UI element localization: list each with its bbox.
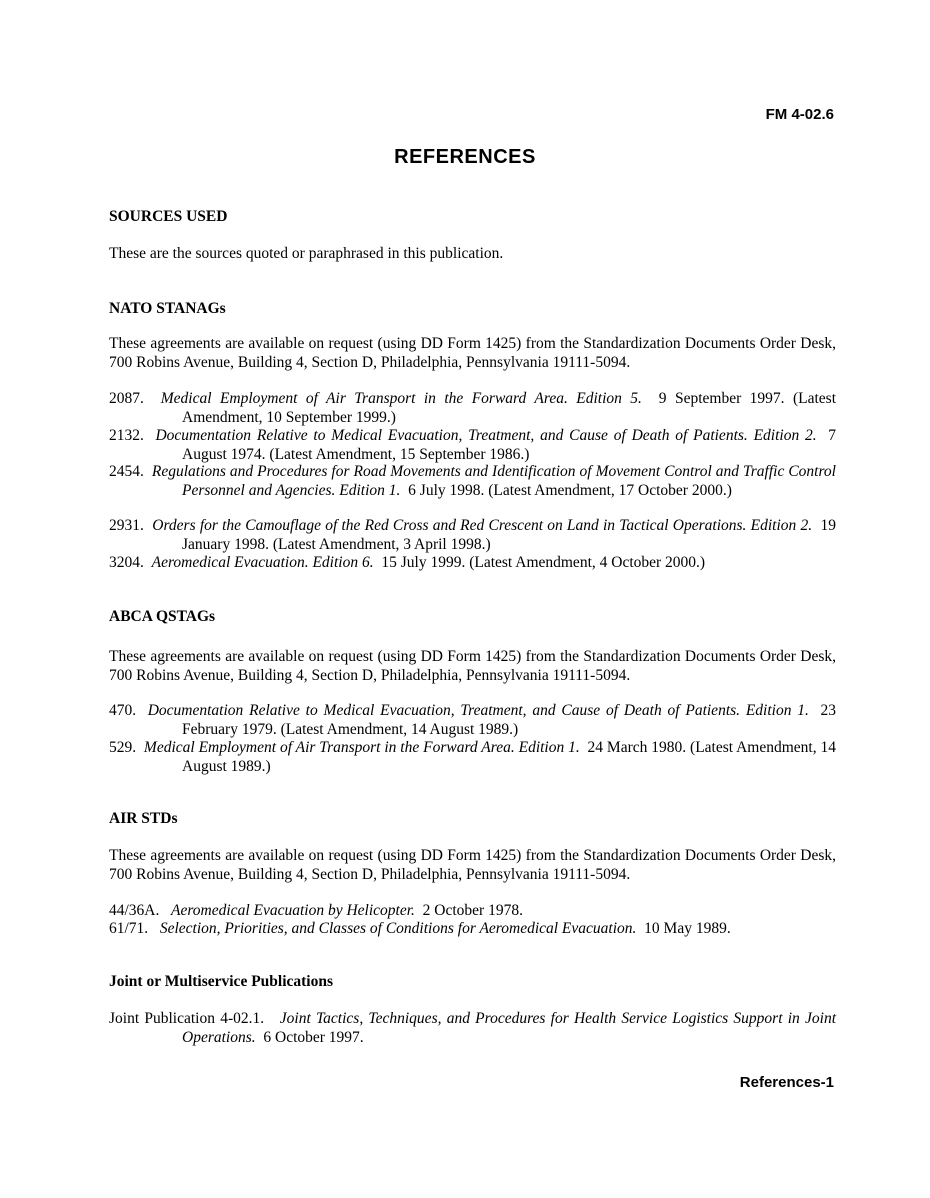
reference-title: Documentation Relative to Medical Evacuation, Treatment, and Cause of Death of Patients. Edition 1.: [147, 702, 809, 719]
reference-title: Regulations and Procedures for Road Movements and Identification of Movement Control and Traffic Control Personnel and Agencies. Edition 1.: [151, 463, 836, 499]
section-heading-sources-used: SOURCES USED: [109, 208, 228, 225]
reference-title: Orders for the Camouflage of the Red Cross and Red Crescent on Land in Tactical Operations. Edition 2.: [152, 517, 813, 534]
page-title: REFERENCES: [394, 146, 536, 168]
reference-number: 2931.: [109, 517, 144, 534]
abca-intro: These agreements are available on request (using DD Form 1425) from the Standardization Documents Order Desk, 700 Robins Avenue, Building 4, Section D, Philadelphia, Pennsylvania 19111-5094.: [109, 648, 836, 684]
reference-item: [109, 554, 836, 573]
reference-details: 15 July 1999. (Latest Amendment, 4 October 2000.): [381, 554, 706, 571]
reference-item: [109, 463, 836, 500]
reference-number: Joint Publication 4-02.1.: [109, 1010, 265, 1027]
nato-intro: These agreements are available on request (using DD Form 1425) from the Standardization Documents Order Desk, 700 Robins Avenue, Building 4, Section D, Philadelphia, Pennsylvania 19111-5094.: [109, 335, 836, 371]
air-intro: These agreements are available on request (using DD Form 1425) from the Standardization Documents Order Desk, 700 Robins Avenue, Building 4, Section D, Philadelphia, Pennsylvania 19111-5094.: [109, 847, 836, 883]
reference-title: Medical Employment of Air Transport in the Forward Area. Edition 5.: [160, 390, 642, 407]
reference-details: 6 July 1998. (Latest Amendment, 17 October 2000.): [408, 481, 732, 499]
reference-number: 2132.: [109, 427, 144, 444]
reference-item: [109, 517, 836, 554]
reference-details: 9 September 1997. (Latest Amendment, 10 September 1999.): [182, 390, 837, 426]
reference-number: 2454.: [109, 463, 144, 480]
reference-title: Documentation Relative to Medical Evacuation, Treatment, and Cause of Death of Patients. Edition 2.: [155, 427, 817, 444]
reference-item: [109, 902, 836, 921]
reference-item: [109, 739, 836, 776]
reference-details: 19 January 1998. (Latest Amendment, 3 April 1998.): [182, 517, 837, 553]
reference-details: 2 October 1978.: [422, 902, 523, 919]
reference-item: [109, 427, 836, 464]
reference-item: [109, 920, 836, 939]
reference-details: 7 August 1974. (Latest Amendment, 15 September 1986.): [182, 427, 837, 463]
reference-item: [109, 390, 836, 427]
reference-details: 24 March 1980. (Latest Amendment, 14 August 1989.): [182, 739, 836, 775]
reference-details: 10 May 1989.: [644, 920, 731, 937]
reference-details: 6 October 1997.: [263, 1028, 364, 1046]
reference-item: [109, 1010, 836, 1047]
page-number-footer: References-1: [739, 1074, 834, 1091]
sources-used-text: These are the sources quoted or paraphrased in this publication.: [109, 245, 504, 262]
reference-item: [109, 702, 836, 739]
reference-number: 61/71.: [109, 920, 149, 937]
section-heading-abca: ABCA QSTAGs: [109, 608, 216, 625]
reference-number: 2087.: [109, 390, 144, 407]
reference-number: 470.: [109, 702, 137, 719]
section-heading-joint: Joint or Multiservice Publications: [109, 973, 334, 990]
reference-title: Aeromedical Evacuation. Edition 6.: [151, 554, 374, 571]
document-code: FM 4-02.6: [765, 106, 834, 123]
reference-title: Aeromedical Evacuation by Helicopter.: [171, 902, 415, 919]
reference-title: Joint Tactics, Techniques, and Procedures for Health Service Logistics Support in Joint Operations.: [182, 1010, 836, 1046]
reference-details: 23 February 1979. (Latest Amendment, 14 August 1989.): [182, 702, 837, 738]
reference-title: Selection, Priorities, and Classes of Conditions for Aeromedical Evacuation.: [159, 920, 637, 937]
reference-number: 44/36A.: [109, 902, 160, 919]
reference-number: 529.: [109, 739, 137, 756]
section-heading-nato: NATO STANAGs: [109, 300, 226, 317]
reference-number: 3204.: [109, 554, 144, 571]
reference-title: Medical Employment of Air Transport in the Forward Area. Edition 1.: [143, 739, 580, 756]
section-heading-air-stds: AIR STDs: [109, 810, 178, 827]
